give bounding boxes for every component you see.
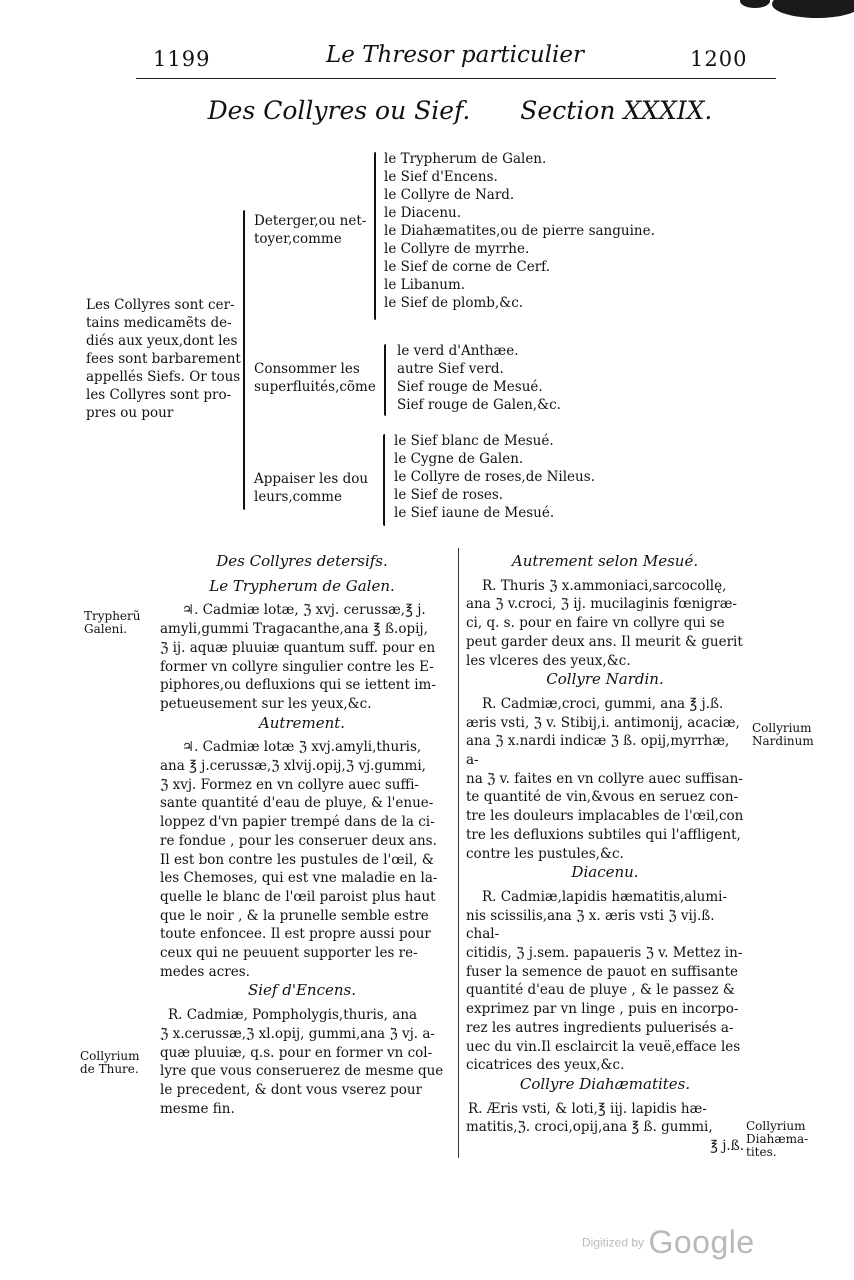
text-line: quantité d'eau de pluye , & le passez &: [466, 982, 735, 999]
group-label-line: leurs,comme: [254, 489, 342, 505]
text-line: les Chemoses, qui est vne maladie en la-: [160, 870, 438, 887]
text-line: ℥ j.ß.: [710, 1138, 744, 1155]
text-line: que le noir , & la prunelle semble estre: [160, 907, 429, 924]
group-1-brace: [374, 152, 376, 320]
section-trypherum: [160, 577, 444, 714]
text-line: R. Cadmiæ, Pompholygis,thuris, ana: [168, 1007, 418, 1024]
text-line: les vlceres des yeux,&c.: [466, 652, 631, 669]
header-rule: [136, 78, 776, 79]
text-line: sante quantité d'eau de pluye, & l'enue-: [160, 795, 434, 812]
text-line: R. Æris vsti, & loti,℥ iij. lapidis hæ-: [468, 1100, 707, 1117]
text-line: ♃. Cadmiæ lotæ, ℨ xvj. cerussæ,℥ j.: [182, 602, 426, 619]
text-line: Il est bon contre les pustules de l'œil, &: [160, 851, 434, 868]
list-item: le Sief d'Encens.: [384, 169, 498, 185]
tree-root-line: pres ou pour: [86, 405, 174, 421]
tree-root-line: Les Collyres sont cer-: [86, 297, 235, 313]
text-line: peut garder deux ans. Il meurit & guerit: [466, 633, 743, 650]
text-line: re fondue , pour les conseruer deux ans.: [160, 832, 437, 849]
text-line: rez les autres ingredients puluerisés a-: [466, 1019, 734, 1036]
margin-note-line: Galeni.: [84, 622, 128, 636]
text-line: petueusement sur les yeux,&c.: [160, 695, 372, 712]
text-line: te quantité de vin,&vous en seruez con-: [466, 789, 739, 806]
list-item: le Collyre de myrrhe.: [384, 241, 530, 257]
group-label-line: Deterger,ou net-: [254, 213, 367, 229]
margin-note-trypherum: [84, 610, 141, 636]
text-line: lyre que vous conseruerez de mesme que: [160, 1063, 444, 1080]
list-item: le Sief de plomb,&c.: [384, 295, 524, 311]
margin-note-line: Trypherũ: [84, 609, 141, 623]
section-heading: Le Trypherum de Galen.: [209, 576, 395, 595]
group-3-items: [394, 432, 595, 522]
text-line: quelle le blanc de l'œil paroist plus haut: [160, 888, 436, 905]
page-number-left: 1199: [153, 47, 211, 71]
list-item: le Collyre de roses,de Nileus.: [394, 469, 595, 485]
text-line: R. Cadmiæ,lapidis hæmatitis,alumi-: [482, 888, 728, 905]
section-heading: Collyre Diahæmatites.: [519, 1074, 691, 1093]
margin-note-line: de Thure.: [80, 1062, 139, 1076]
text-line: æris vsti, ℨ v. Stibij,i. antimonij, acaciæ,: [466, 714, 740, 731]
text-line: former vn collyre singulier contre les E-: [160, 658, 434, 675]
group-2-brace: [384, 344, 386, 416]
text-line: matitis,ℨ. croci,opij,ana ℥ ß. gummi,: [466, 1119, 713, 1136]
text-line: ceux qui ne peuuent supporter les re-: [160, 945, 418, 962]
list-item: le verd d'Anthæe.: [397, 343, 519, 359]
group-2-items: [397, 342, 561, 414]
section-heading: Autrement.: [258, 713, 346, 732]
google-logo: Google: [648, 1224, 755, 1260]
margin-note-line: tites.: [746, 1145, 777, 1159]
section-diahaematites: [466, 1075, 744, 1156]
text-line: citidis, ℨ j.sem. papaueris ℨ v. Mettez in-: [466, 945, 743, 962]
section-title: [140, 96, 780, 125]
tree-root-line: les Collyres sont pro-: [86, 387, 232, 403]
list-item: le Cygne de Galen.: [394, 451, 524, 467]
list-item: Sief rouge de Mesué.: [397, 379, 543, 395]
text-line: le precedent, & dont vous vserez pour: [160, 1081, 423, 1098]
list-item: autre Sief verd.: [397, 361, 504, 377]
text-line: fuser la semence de pauot en suffisante: [466, 963, 738, 980]
right-column: [466, 552, 744, 1156]
group-3-label: [254, 470, 379, 506]
margin-note-line: Diahæma-: [746, 1132, 809, 1146]
text-line: ci, q. s. pour en faire vn collyre qui se: [466, 615, 725, 632]
text-line: medes acres.: [160, 963, 250, 980]
text-line: loppez d'vn papier trempé dans de la ci-: [160, 814, 435, 831]
page-number-right: 1200: [690, 47, 748, 71]
section-heading: Diacenu.: [571, 863, 639, 882]
section-collyre-nardin: [466, 670, 744, 863]
list-item: le Collyre de Nard.: [384, 187, 515, 203]
text-line: nis scissilis,ana ℨ x. æris vsti ℨ vij.ß. chal-: [466, 907, 715, 943]
text-line: uec du vin.Il esclaircit la veuë,efface les: [466, 1038, 741, 1055]
column-divider: [458, 548, 459, 1158]
text-line: R. Thuris ℨ x.ammoniaci,sarcocollę,: [482, 577, 727, 594]
margin-note-line: Nardinum: [752, 734, 814, 748]
group-1-items: [384, 150, 655, 312]
group-label-line: Consommer les: [254, 361, 360, 377]
text-line: ana ℥ j.cerussæ,ℨ xlvij.opij,ℨ vj.gummi,: [160, 758, 426, 775]
margin-note-line: Collyrium: [80, 1049, 140, 1063]
list-item: le Sief iaune de Mesué.: [394, 505, 555, 521]
running-title: Le Thresor particulier: [326, 42, 584, 68]
list-item: le Trypherum de Galen.: [384, 151, 547, 167]
list-item: le Diahæmatites,ou de pierre sanguine.: [384, 223, 655, 239]
tree-root-line: diés aux yeux,dont les: [86, 333, 238, 349]
tree-root-line: appellés Siefs. Or tous: [86, 369, 241, 385]
text-line: tre les douleurs implacables de l'œil,con: [466, 808, 744, 825]
group-3-brace: [383, 434, 385, 526]
tree-root-line: tains medicamẽts de-: [86, 315, 232, 331]
section-autrement: [160, 714, 444, 982]
section-autrement-mesue: [466, 552, 744, 670]
main-brace: [243, 210, 245, 510]
list-item: le Libanum.: [384, 277, 466, 293]
margin-note-line: Collyrium: [752, 721, 812, 735]
section-diacenu: [466, 863, 744, 1075]
text-line: amyli,gummi Tragacanthe,ana ℥ ß.opij,: [160, 621, 428, 638]
section-heading: Sief d'Encens.: [247, 981, 356, 1000]
section-title-right: Section XXXIX.: [520, 96, 713, 125]
text-line: R. Cadmiæ,croci, gummi, ana ℥ j.ß.: [482, 695, 724, 712]
group-label-line: Appaiser les dou: [254, 471, 369, 487]
text-line: exprimez par vn linge , puis en incorpo-: [466, 1001, 739, 1018]
ink-blot: [772, 0, 854, 18]
text-line: piphores,ou defluxions qui se iettent im-: [160, 677, 436, 694]
text-line: ℨ ij. aquæ pluuiæ quantum suff. pour en: [160, 639, 436, 656]
margin-note-diahaematites: [746, 1120, 808, 1159]
text-line: toute enfoncee. Il est propre aussi pour: [160, 926, 431, 943]
text-line: ♃. Cadmiæ lotæ ℨ xvj.amyli,thuris,: [182, 739, 422, 756]
list-item: le Diacenu.: [384, 205, 462, 221]
section-heading: Collyre Nardin.: [546, 670, 664, 689]
text-line: ℨ x.cerussæ,ℨ xl.opij, gummi,ana ℨ vj. a-: [160, 1025, 435, 1042]
group-2-label: [254, 360, 379, 396]
group-1-label: [254, 212, 372, 248]
list-item: le Sief de roses.: [394, 487, 504, 503]
tree-root-line: fees sont barbarement: [86, 351, 241, 367]
left-column: [160, 552, 444, 1118]
text-line: mesme fin.: [160, 1100, 235, 1117]
section-title-left: Des Collyres ou Sief.: [207, 96, 471, 125]
group-label-line: toyer,comme: [254, 231, 342, 247]
text-line: quæ pluuiæ, q.s. pour en former vn col-: [160, 1044, 433, 1061]
margin-note-thure: [80, 1050, 140, 1076]
list-item: le Sief blanc de Mesué.: [394, 433, 554, 449]
ink-blot: [740, 0, 770, 8]
digitized-by-watermark: [582, 1224, 755, 1261]
section-sief-encens: [160, 981, 444, 1118]
text-line: tre les defluxions subtiles qui l'affligent,: [466, 826, 741, 843]
tree-root-text: [86, 296, 244, 422]
text-line: contre les pustules,&c.: [466, 845, 624, 862]
margin-note-line: Collyrium: [746, 1119, 806, 1133]
left-column-heading: Des Collyres detersifs.: [216, 552, 388, 570]
section-heading: Autrement selon Mesué.: [511, 552, 699, 570]
margin-note-nardinum: [752, 722, 814, 748]
digitized-by-text: Digitized by: [582, 1235, 645, 1250]
text-line: ana ℨ v.croci, ℨ ij. mucilaginis fœnigræ-: [466, 596, 737, 613]
text-line: na ℨ v. faites en vn collyre auec suffisan-: [466, 770, 743, 787]
list-item: Sief rouge de Galen,&c.: [397, 397, 561, 413]
group-label-line: superfluités,cõme: [254, 379, 376, 395]
text-line: cicatrices des yeux,&c.: [466, 1057, 625, 1074]
text-line: ℨ xvj. Formez en vn collyre auec suffi-: [160, 776, 419, 793]
list-item: le Sief de corne de Cerf.: [384, 259, 550, 275]
text-line: ana ℨ x.nardi indicæ ℨ ß. opij,myrrhæ, a-: [466, 733, 730, 769]
